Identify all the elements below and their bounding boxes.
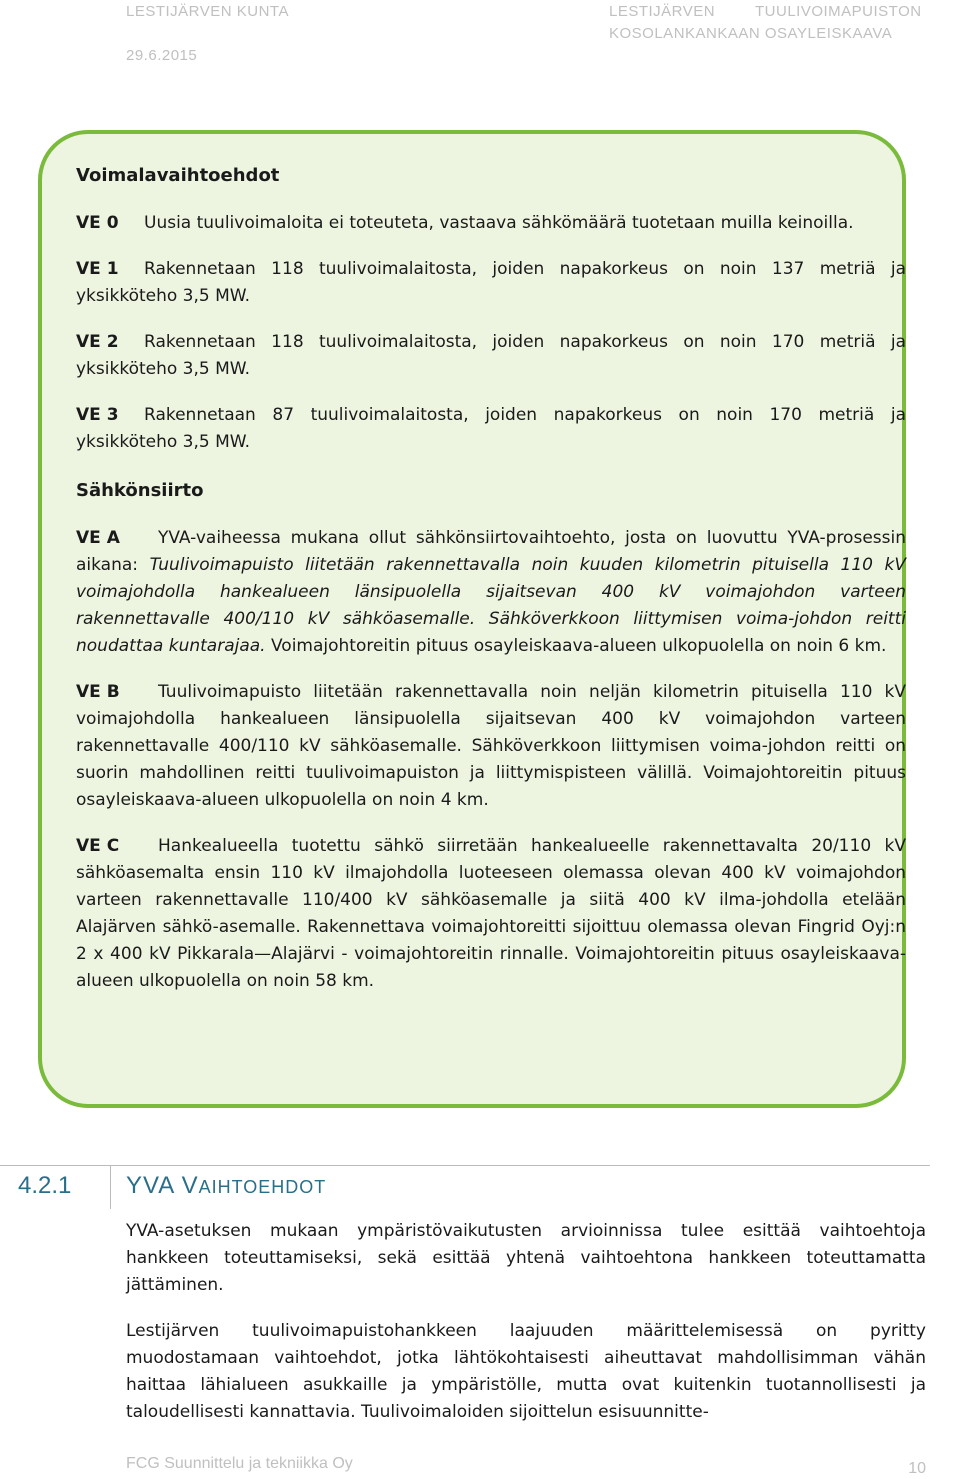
vec-paragraph bbox=[76, 833, 906, 995]
ve0-text: Uusia tuulivoimaloita ei toteuteta, vastaava sähkömäärä tuotetaan muilla keinoilla. bbox=[144, 213, 854, 233]
section-title-main: YVA V bbox=[126, 1172, 199, 1199]
header-project-line1a: LESTIJÄRVEN bbox=[609, 3, 716, 20]
vec-label: VE C bbox=[76, 836, 120, 856]
vea-text2: Voimajohtoreitin pituus osayleiskaava-alueen ulkopuolella on noin 6 km. bbox=[265, 636, 887, 656]
body-paragraph-2 bbox=[126, 1318, 926, 1426]
veb-paragraph bbox=[76, 679, 906, 814]
header-date: 29.6.2015 bbox=[126, 47, 198, 64]
page-number: 10 bbox=[908, 1460, 926, 1477]
section-title bbox=[126, 1172, 326, 1200]
veb-text: Tuulivoimapuisto liitetään rakennettavalla noin neljän kilometrin pituisella 110 kV voimajohdolla hankealueen länsipuolella sijaitsevan 400 kV voimajohdon varteen rakennettavalle 400/110 kV sähköasemalle. Sähköverkkoon liittymisen voima-johdon reitti on suorin mahdollinen reitti tuulivoimapuiston ja liittymispisteen välillä. Voimajohtoreitin pituus osayleiskaava-alueen ulkopuolella on noin 4 km. bbox=[76, 682, 906, 810]
ve1-text: Rakennetaan 118 tuulivoimalaitosta, joiden napakorkeus on noin 137 metriä ja yksikköteho 3,5 MW. bbox=[76, 259, 906, 306]
ve3-label: VE 3 bbox=[76, 405, 119, 425]
section-number: 4.2.1 bbox=[18, 1172, 72, 1199]
veb-label: VE B bbox=[76, 682, 120, 702]
body-p1-text: YVA-asetuksen mukaan ympäristövaikutusten arvioinnissa tulee esittää vaihtoehtoja hankkeen toteuttamiseksi, sekä esittää yhtenä vaihtoehtona hankkeen toteuttamatta jättäminen. bbox=[126, 1221, 926, 1295]
body-paragraph-1 bbox=[126, 1218, 926, 1299]
vec-text: Hankealueella tuotettu sähkö siirretään hankealueelle rakennettavalta 20/110 kV sähköasemalta ensin 110 kV ilmajohdolla luoteeseen olemassa olevan 400 kV voimajohdon varteen rakennettavalle 110/400 kV sähköasemalle ja siitä 400 kV ilma-johdolla etelään Alajärven sähkö-asemalle. Rakennettava voimajohtoreitti sijoittuu olemassa olevan Fingrid Oyj:n 2 x 400 kV Pikkarala—Alajärvi - voimajohtoreitin rinnalle. Voimajohtoreitin pituus osayleiskaava-alueen ulkopuolella on noin 58 km. bbox=[76, 836, 906, 991]
header-project-line1b: TUULIVOIMAPUISTON bbox=[755, 3, 922, 20]
ve0-label: VE 0 bbox=[76, 213, 119, 233]
ve1-label: VE 1 bbox=[76, 259, 119, 279]
box-title-transmission: Sähkönsiirto bbox=[76, 480, 204, 501]
ve0-paragraph bbox=[76, 210, 906, 237]
ve1-paragraph bbox=[76, 256, 906, 310]
box-title-power-plants: Voimalavaihtoehdot bbox=[76, 165, 280, 186]
footer-company: FCG Suunnittelu ja tekniikka Oy bbox=[126, 1455, 353, 1472]
body-p2-text: Lestijärven tuulivoimapuistohankkeen laajuuden määrittelemisessä on pyritty muodostamaan vaihtoehdot, jotka lähtökohtaisesti aiheuttavat mahdollisimman vähän haittaa lähialueen asukkaille ja ympäristölle, mutta ovat kuitenkin tuotannollisesti ja taloudellisesti kannattavia. Tuulivoimaloiden sijoittelun esisuunnitte- bbox=[126, 1321, 926, 1422]
ve3-text: Rakennetaan 87 tuulivoimalaitosta, joiden napakorkeus on noin 170 metriä ja yksikköteho 3,5 MW. bbox=[76, 405, 906, 452]
box-content bbox=[76, 162, 906, 995]
vea-text1: YVA-vaiheessa mukana ollut sähkönsiirtovaihtoehto, josta on luovuttu YVA-prosessin aikana: bbox=[76, 528, 906, 575]
section-title-smallcaps: AIHTOEHDOT bbox=[198, 1177, 327, 1197]
vea-label: VE A bbox=[76, 528, 120, 548]
vea-paragraph bbox=[76, 525, 906, 660]
ve2-text: Rakennetaan 118 tuulivoimalaitosta, joiden napakorkeus on noin 170 metriä ja yksikköteho 3,5 MW. bbox=[76, 332, 906, 379]
header-project-line2: KOSOLANKANKAAN OSAYLEISKAAVA bbox=[609, 25, 893, 42]
vea-italic: Tuulivoimapuisto liitetään rakennettavalla noin kuuden kilometrin pituisella 110 kV voimajohdolla hankealueen länsipuolella sijaitsevan 400 kV voimajohdon varteen rakennettavalle 400/110 kV sähköasemalle. Sähköverkkoon liittymisen voima-johdon reitti noudattaa kuntarajaa. bbox=[76, 555, 906, 656]
header-org: LESTIJÄRVEN KUNTA bbox=[126, 3, 289, 20]
ve3-paragraph bbox=[76, 402, 906, 456]
ve2-paragraph bbox=[76, 329, 906, 383]
ve2-label: VE 2 bbox=[76, 332, 119, 352]
section-divider bbox=[110, 1165, 111, 1209]
